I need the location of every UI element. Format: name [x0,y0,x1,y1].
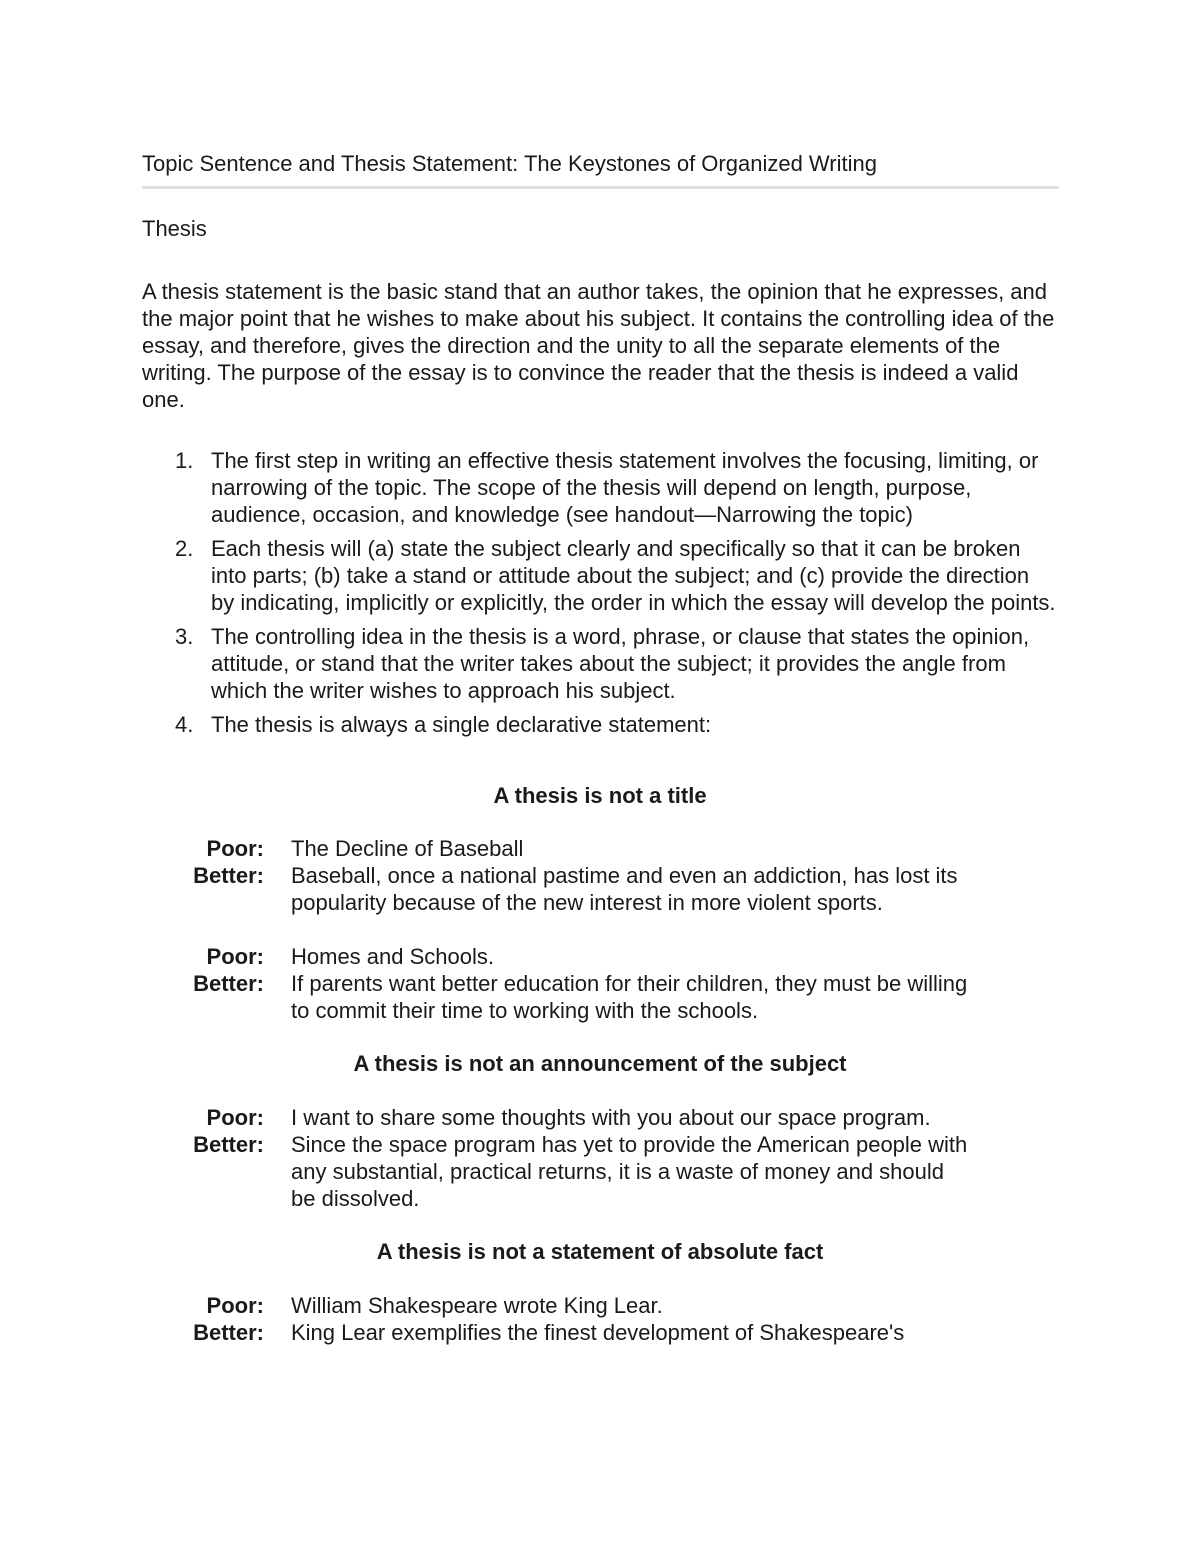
title-divider [142,186,1059,189]
poor-row [142,1104,1058,1131]
poor-row [142,1292,1058,1319]
steps-list [142,447,1058,738]
example-pair [142,835,1058,916]
better-row [142,862,1058,916]
list-item-number: 2. [175,536,194,561]
better-label: Better: [193,971,264,996]
better-example: If parents want better education for their children, they must be willing to commit their time to working with the schools. [291,971,968,1023]
intro-paragraph: A thesis statement is the basic stand that an author takes, the opinion that he expresses, and the major point that he wishes to make about his subject. It contains the controlling idea of the essay, and therefore, gives the direction and the unity to all the separate elements of the writing. The purpose of the essay is to convince the reader that the thesis is indeed a valid one. [142,279,1055,412]
better-row [142,1319,1058,1346]
better-example: Since the space program has yet to provide the American people with any substantial, practical returns, it is a waste of money and should be dissolved. [291,1132,968,1211]
example-pair [142,1104,1058,1212]
poor-label: Poor: [206,944,264,969]
rule-heading: A thesis is not a title [493,783,707,808]
better-row [142,1131,1058,1212]
example-pair [142,1292,1058,1346]
list-item [142,447,1058,528]
poor-example: The Decline of Baseball [291,836,524,861]
list-item-number: 4. [175,712,194,737]
better-label: Better: [193,1132,264,1157]
better-example: King Lear exemplifies the finest development of Shakespeare's [291,1320,905,1345]
poor-label: Poor: [206,1293,264,1318]
better-example: Baseball, once a national pastime and even an addiction, has lost its popularity because of the new interest in more violent sports. [291,863,958,915]
better-label: Better: [193,863,264,888]
example-pair [142,943,1058,1024]
document-title: Topic Sentence and Thesis Statement: The Keystones of Organized Writing [142,151,877,176]
list-item [142,535,1058,616]
list-item [142,711,1058,738]
rule-heading: A thesis is not an announcement of the subject [353,1051,847,1076]
document-page [142,148,1058,1346]
list-item-number: 3. [175,624,194,649]
poor-example: I want to share some thoughts with you about our space program. [291,1105,931,1130]
list-item-text: The thesis is always a single declarative statement: [211,712,712,737]
section-heading: Thesis [142,216,207,241]
rule-heading: A thesis is not a statement of absolute fact [376,1239,824,1264]
poor-row [142,835,1058,862]
better-row [142,970,1058,1024]
poor-label: Poor: [206,836,264,861]
poor-row [142,943,1058,970]
poor-label: Poor: [206,1105,264,1130]
poor-example: Homes and Schools. [291,944,494,969]
list-item-text: The first step in writing an effective thesis statement involves the focusing, limiting, or narrowing of the topic. The scope of the thesis will depend on length, purpose, audience, occasion, and knowledge (see handout—Narrowing the topic) [211,448,1039,527]
list-item-number: 1. [175,448,194,473]
list-item [142,623,1058,704]
poor-example: William Shakespeare wrote King Lear. [291,1293,663,1318]
list-item-text: Each thesis will (a) state the subject clearly and specifically so that it can be broken into parts; (b) take a stand or attitude about the subject; and (c) provide the direction by indicating, implicitly or explicitly, the order in which the essay will develop the points. [211,536,1056,615]
better-label: Better: [193,1320,264,1345]
list-item-text: The controlling idea in the thesis is a word, phrase, or clause that states the opinion, attitude, or stand that the writer takes about the subject; it provides the angle from which the writer wishes to approach his subject. [211,624,1030,703]
